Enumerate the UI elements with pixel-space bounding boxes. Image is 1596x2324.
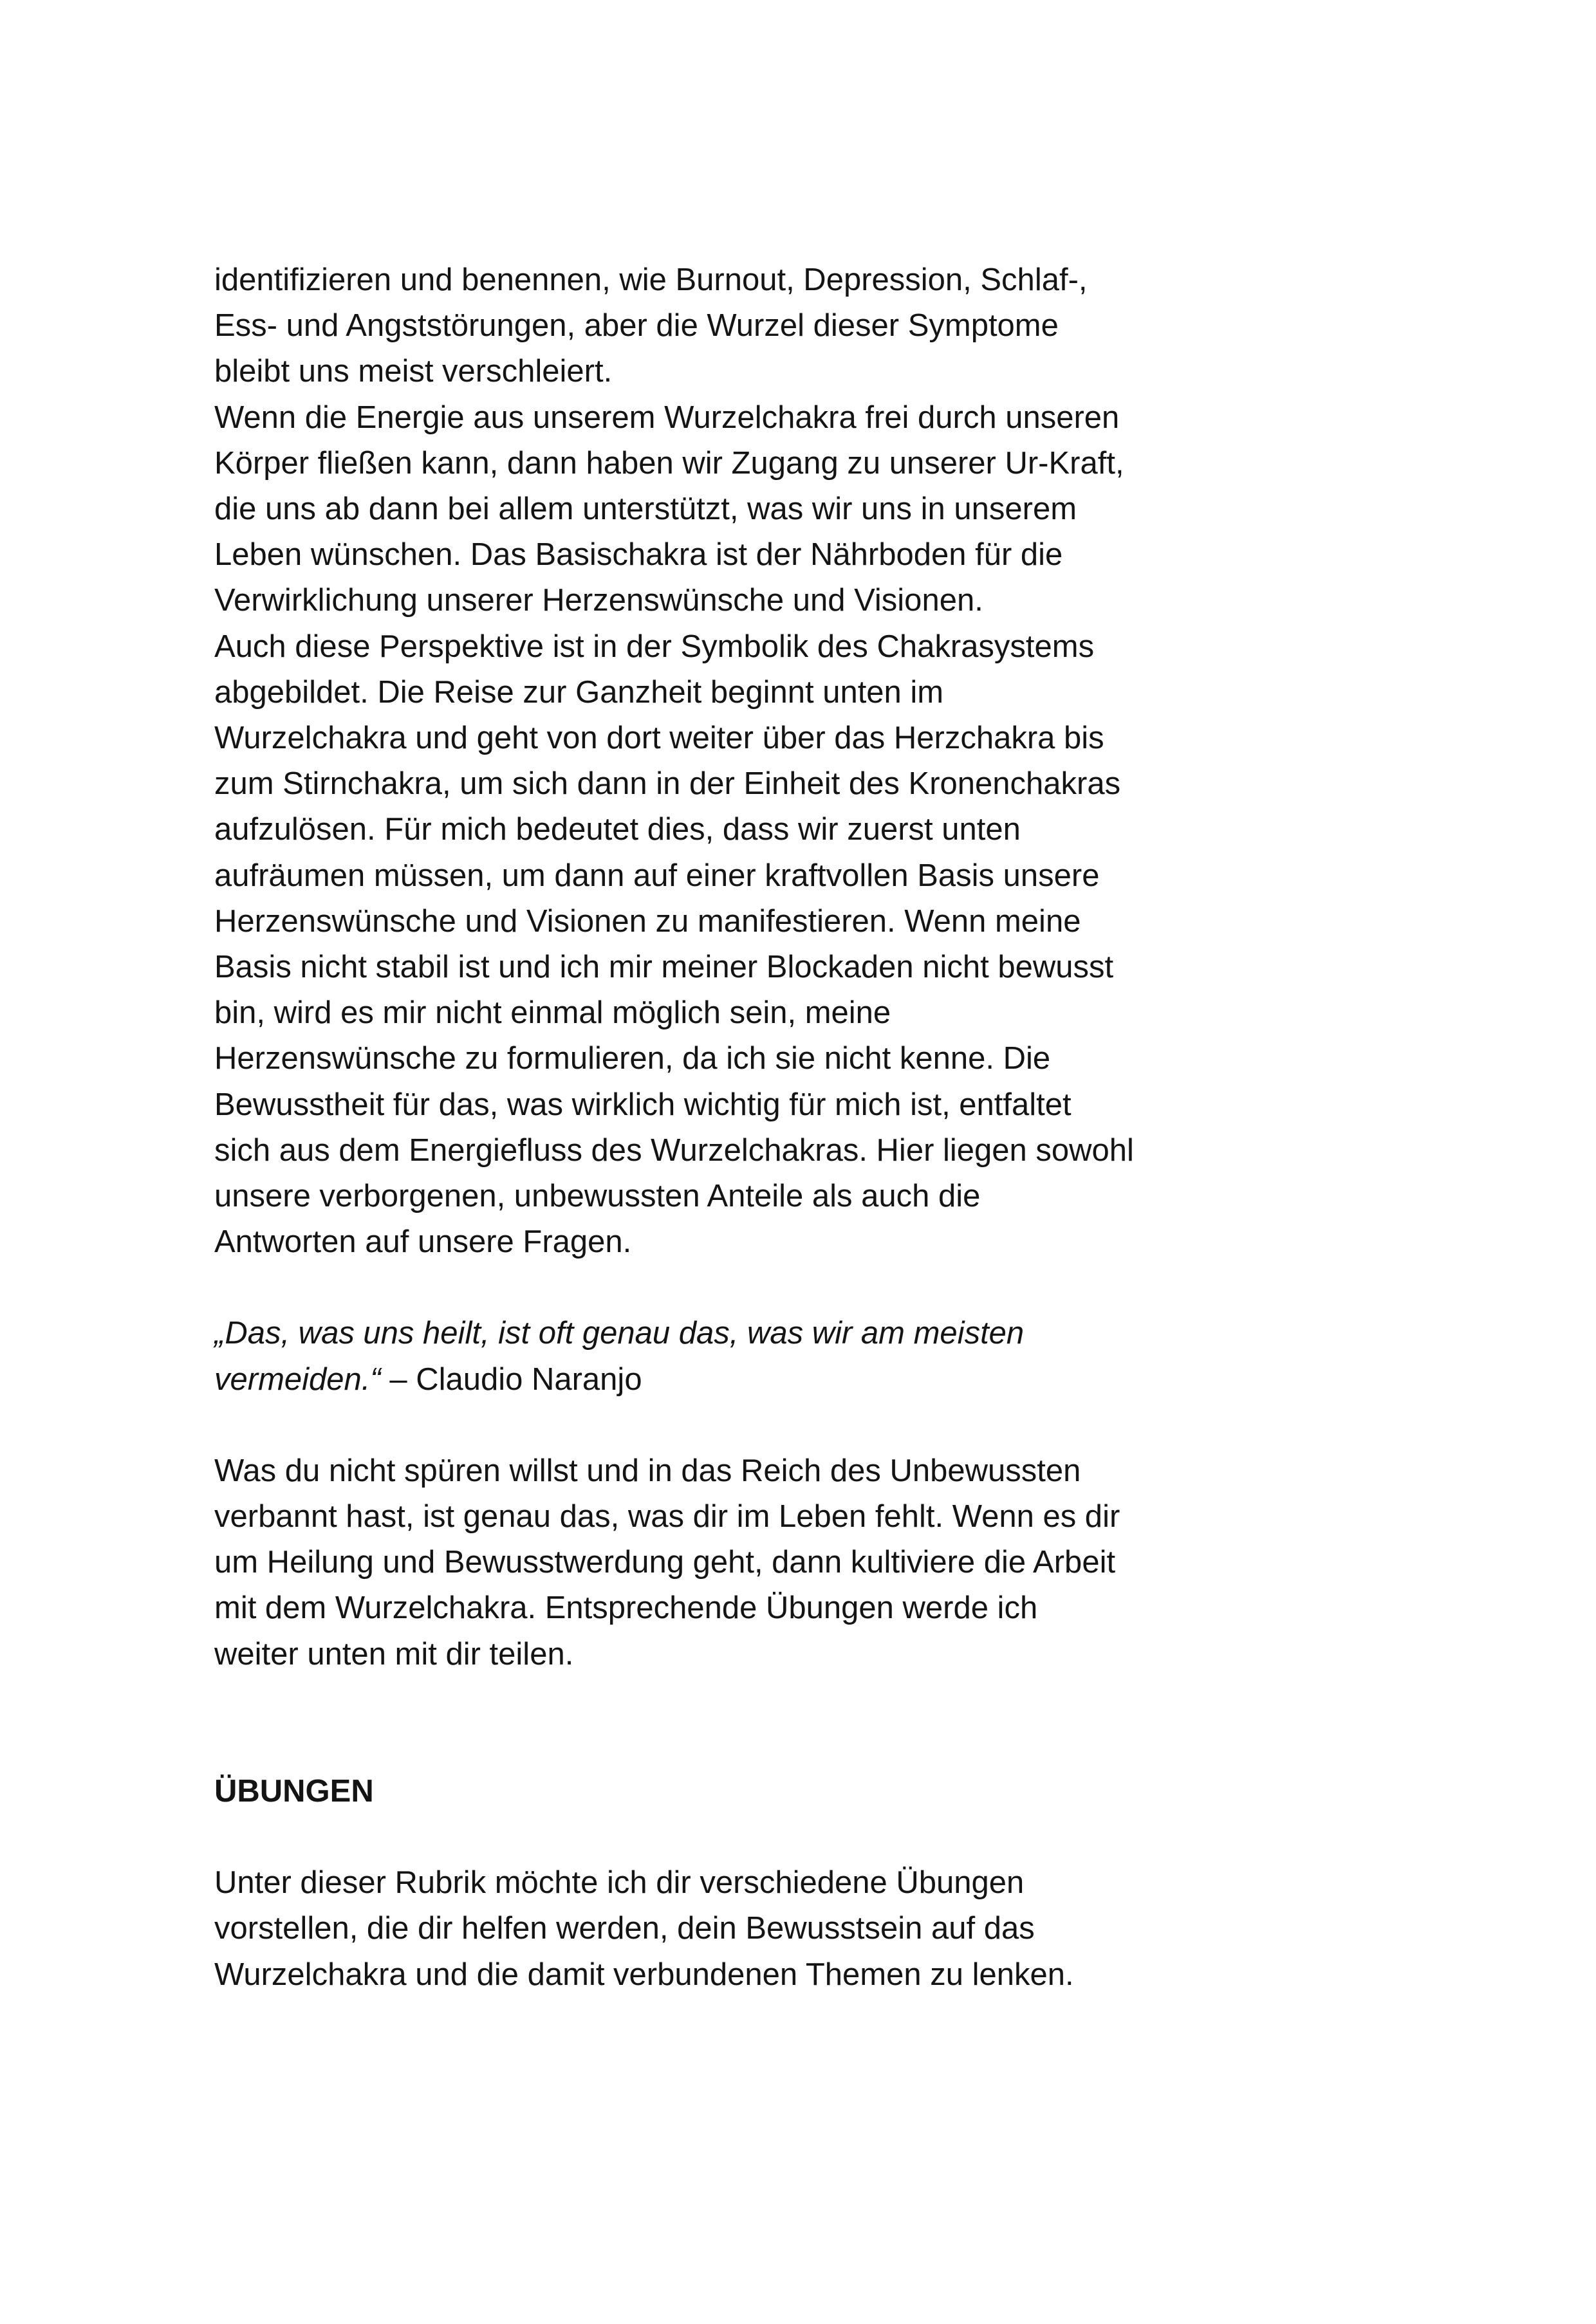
text-line: um Heilung und Bewusstwerdung geht, dann kultiviere die Arbeit: [214, 1545, 1116, 1580]
body-paragraph: [214, 1860, 1218, 1998]
text-line: unsere verborgenen, unbewussten Anteile als auch die: [214, 1179, 981, 1214]
text-line: aufzulösen. Für mich bedeutet dies, dass wir zuerst unten: [214, 812, 1021, 847]
quote-block: [214, 1311, 1218, 1402]
section-heading: ÜBUNGEN: [214, 1773, 374, 1809]
text-line: Was du nicht spüren willst und in das Reich des Unbewussten: [214, 1453, 1081, 1488]
text-line: Verwirklichung unserer Herzenswünsche und Visionen.: [214, 583, 983, 618]
text-line: abgebildet. Die Reise zur Ganzheit beginnt unten im: [214, 674, 944, 710]
text-line: Herzenswünsche und Visionen zu manifestieren. Wenn meine: [214, 903, 1081, 939]
text-line: identifizieren und benennen, wie Burnout, Depression, Schlaf-,: [214, 263, 1088, 297]
text-line: bleibt uns meist verschleiert.: [214, 354, 613, 389]
text-line: Körper fließen kann, dann haben wir Zugang zu unserer Ur-Kraft,: [214, 445, 1124, 481]
body-paragraph: [214, 257, 1218, 1265]
text-line: Ess- und Angststörungen, aber die Wurzel dieser Symptome: [214, 308, 1059, 344]
text-line: Herzenswünsche zu formulieren, da ich sie nicht kenne. Die: [214, 1041, 1051, 1076]
text-line: Leben wünschen. Das Basischakra ist der Nährboden für die: [214, 537, 1063, 573]
document-body: [214, 257, 1218, 1998]
text-line: verbannt hast, ist genau das, was dir im Leben fehlt. Wenn es dir: [214, 1499, 1120, 1535]
paragraph-spacer: [214, 1677, 1218, 1769]
text-line: die uns ab dann bei allem unterstützt, was wir uns in unserem: [214, 492, 1077, 527]
text-line: mit dem Wurzelchakra. Entsprechende Übungen werde ich: [214, 1591, 1038, 1626]
text-line: Wenn die Energie aus unserem Wurzelchakra frei durch unseren: [214, 400, 1120, 435]
paragraph-spacer: [214, 1265, 1218, 1311]
text-line: sich aus dem Energiefluss des Wurzelchakras. Hier liegen sowohl: [214, 1132, 1134, 1168]
text-line: Unter dieser Rubrik möchte ich dir verschiedene Übungen: [214, 1865, 1025, 1901]
quote-attribution: – Claudio Naranjo: [380, 1361, 642, 1397]
text-line: weiter unten mit dir teilen.: [214, 1636, 574, 1672]
text-line: bin, wird es mir nicht einmal möglich sein, meine: [214, 995, 891, 1031]
text-line: Auch diese Perspektive ist in der Symbolik des Chakrasystems: [214, 629, 1095, 664]
text-line: Basis nicht stabil ist und ich mir meiner Blockaden nicht bewusst: [214, 950, 1114, 985]
text-line: Wurzelchakra und geht von dort weiter über das Herzchakra bis: [214, 721, 1104, 756]
text-line: zum Stirnchakra, um sich dann in der Einheit des Kronenchakras: [214, 766, 1121, 802]
text-line: Wurzelchakra und die damit verbundenen Themen zu lenken.: [214, 1957, 1074, 1992]
paragraph-spacer: [214, 1814, 1218, 1860]
quote-text: vermeiden.“: [214, 1361, 381, 1397]
quote-line: „Das, was uns heilt, ist oft genau das, was wir am meisten: [214, 1316, 1025, 1351]
paragraph-spacer: [214, 1403, 1218, 1448]
quote-line-with-attribution: [214, 1357, 1218, 1403]
text-line: Antworten auf unsere Fragen.: [214, 1224, 632, 1260]
body-paragraph: [214, 1448, 1218, 1677]
text-line: aufräumen müssen, um dann auf einer kraftvollen Basis unsere: [214, 858, 1100, 893]
text-line: Bewusstheit für das, was wirklich wichtig für mich ist, entfaltet: [214, 1087, 1072, 1122]
text-line: vorstellen, die dir helfen werden, dein Bewusstsein auf das: [214, 1911, 1035, 1946]
